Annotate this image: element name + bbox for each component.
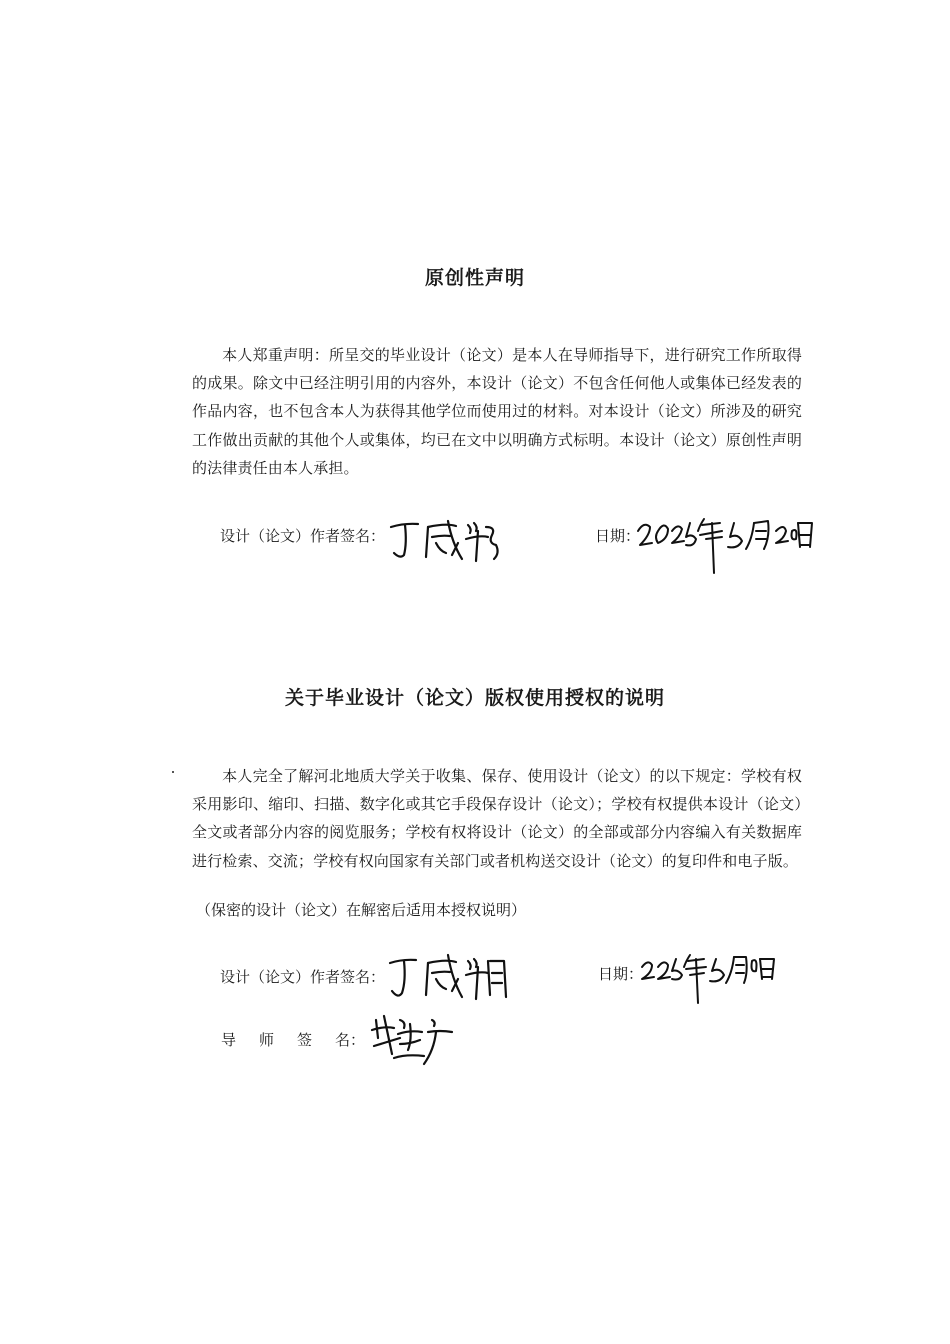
declaration-title: 原创性声明 [424, 267, 525, 289]
authorization-body [192, 762, 802, 875]
declaration-date-label: 日期： [595, 527, 641, 545]
declaration-author-label: 设计（论文）作者签名： [220, 527, 386, 545]
authorization-date-label: 日期： [598, 965, 644, 983]
advisor-label-char: 导 [221, 1031, 237, 1049]
declaration-body [192, 341, 802, 482]
advisor-signature [370, 1010, 470, 1080]
advisor-label-char: 师 [259, 1031, 275, 1049]
advisor-label-char: 签 [297, 1031, 313, 1049]
declaration-author-signature [388, 513, 508, 569]
authorization-body-text: 本人完全了解河北地质大学关于收集、保存、使用设计（论文）的以下规定：学校有权采用影印、缩印、扫描、数字化或其它手段保存设计（论文）；学校有权提供本设计（论文）全文或者部分内容的阅览服务；学校有权将设计（论文）的全部或部分内容编入有关数据库进行检索、交流；学校有权向国家有关部门或者机构送交设计（论文）的复印件和电子版。 [192, 767, 802, 870]
authorization-note: （保密的设计（论文）在解密后适用本授权说明） [196, 901, 527, 919]
authorization-author-label: 设计（论文）作者签名： [220, 968, 386, 986]
declaration-body-text: 本人郑重声明：所呈交的毕业设计（论文）是本人在导师指导下，进行研究工作所取得的成果。除文中已经注明引用的内容外，本设计（论文）不包含任何他人或集体已经发表的作品内容，也不包含本人为获得其他学位而使用过的材料。对本设计（论文）所涉及的研究工作做出贡献的其他个人或集体，均已在文中以明确方式标明。本设计（论文）原创性声明的法律责任由本人承担。 [192, 346, 802, 477]
authorization-author-signature [386, 947, 516, 1011]
advisor-label-char: 名： [335, 1031, 366, 1049]
authorization-title: 关于毕业设计（论文）版权使用授权的说明 [284, 687, 665, 709]
advisor-label [221, 1029, 373, 1050]
declaration-handwritten-date [636, 509, 816, 583]
authorization-handwritten-date [640, 947, 790, 1021]
stray-mark [172, 771, 174, 773]
